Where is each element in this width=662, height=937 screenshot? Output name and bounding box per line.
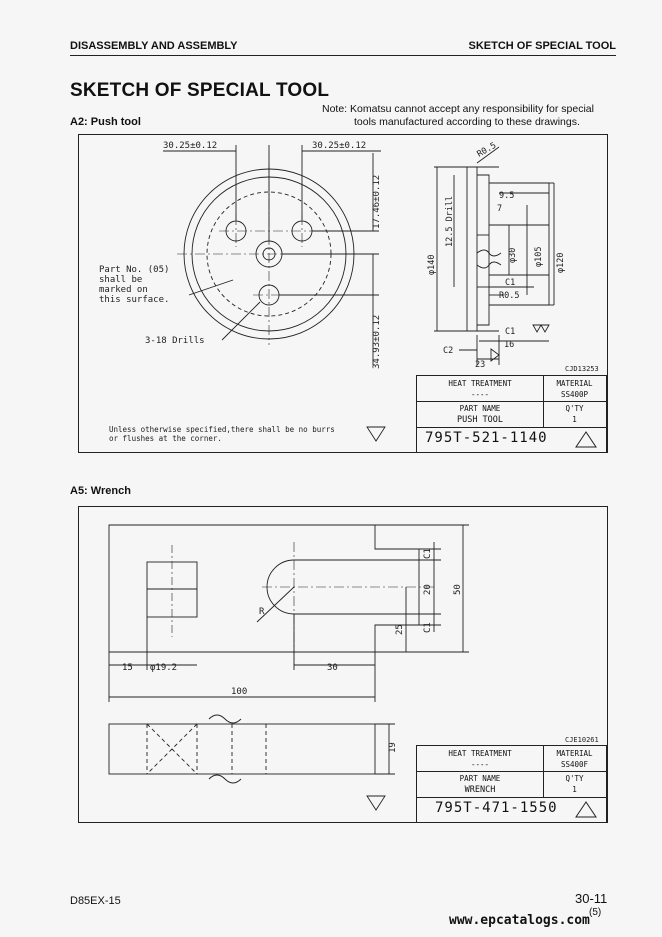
dim-top-left: 30.25±0.12: [163, 141, 218, 151]
wrench-heat-treatment-value: ----: [470, 760, 490, 769]
footer-page-sub: (5): [589, 907, 602, 918]
wrench-dim-19: 19: [388, 742, 398, 753]
header-section-title: DISASSEMBLY AND ASSEMBLY: [70, 40, 238, 52]
drawing-code: CJD13253: [565, 365, 599, 373]
wrench-qty-label: Q'TY: [565, 774, 584, 783]
wrench-dim-c1-bottom: C1: [423, 622, 433, 633]
dim-drill: 12.5 Drill: [445, 195, 455, 247]
page-title: SKETCH OF SPECIAL TOOL: [70, 80, 330, 101]
revision-triangle-icon: [575, 430, 597, 448]
section-label-push-tool: A2: Push tool: [70, 116, 141, 128]
wrench-dim-50: 50: [453, 584, 463, 595]
wrench-drawing-code: CJE10261: [565, 736, 599, 744]
dim-c2: C2: [443, 346, 454, 356]
note-line-2: tools manufactured according to these drawings.: [354, 116, 580, 128]
wrench-dim-25: 25: [395, 624, 405, 635]
general-note-line-2: or flushes at the corner.: [109, 434, 222, 443]
footer-page-number: 30-11: [575, 891, 608, 906]
material-value: SS400P: [560, 390, 589, 399]
note-line-1: Note: Komatsu cannot accept any responsibility for special: [322, 103, 594, 115]
disclaimer-note: [322, 103, 622, 129]
surface-finish-mark: [367, 427, 385, 441]
wrench-title-block: [416, 745, 607, 823]
header-rule: [70, 55, 616, 56]
wrench-drawing-frame: [78, 506, 608, 823]
wrench-part-number: 795T-471-1550: [435, 800, 558, 816]
dim-9-5: 9.5: [499, 191, 515, 201]
part-note-line-4: this surface.: [99, 295, 170, 305]
dim-c1-b: C1: [505, 327, 516, 337]
section-label-wrench: A5: Wrench: [70, 485, 131, 497]
part-name-label: PART NAME: [459, 404, 501, 413]
push-tool-title-block: [416, 375, 607, 453]
general-note-line-1: Unless otherwise specified,there shall be no burrs: [109, 425, 335, 434]
heat-treatment-value: ----: [470, 390, 490, 399]
footer-model: D85EX-15: [70, 895, 121, 907]
dim-d30: φ30: [508, 247, 518, 263]
wrench-qty-value: 1: [572, 785, 577, 794]
dim-23: 23: [475, 360, 486, 370]
wrench-dim-15: 15: [122, 663, 133, 673]
material-label: MATERIAL: [556, 379, 593, 388]
dim-c1-a: C1: [505, 278, 516, 288]
dim-r05-b: R0.5: [499, 291, 520, 301]
dim-7: 7: [497, 204, 503, 214]
wrench-dim-d192: φ19.2: [150, 663, 178, 673]
wrench-dim-100: 100: [231, 687, 248, 697]
wrench-material-value: SS400F: [560, 760, 589, 769]
wrench-part-name-value: WRENCH: [464, 785, 496, 795]
dim-right-upper: 17.46±0.12: [372, 174, 382, 229]
part-number: 795T-521-1140: [425, 430, 548, 446]
dim-d105: φ105: [534, 246, 544, 267]
dim-16: 16: [504, 340, 515, 350]
dim-d140: φ140: [427, 254, 437, 275]
dim-drills: 3-18 Drills: [145, 336, 205, 346]
header-page-topic: SKETCH OF SPECIAL TOOL: [468, 40, 616, 52]
wrench-dim-r: R: [259, 607, 265, 617]
part-note-line-1: Part No. (05): [99, 265, 170, 275]
dim-r05-top: R0.5: [475, 140, 499, 160]
watermark: www.epcatalogs.com: [449, 913, 590, 928]
dim-top-right: 30.25±0.12: [312, 141, 367, 151]
wrench-part-name-label: PART NAME: [459, 774, 501, 783]
dim-right-lower: 34.93±0.12: [372, 314, 382, 369]
qty-label: Q'TY: [565, 404, 584, 413]
heat-treatment-label: HEAT TREATMENT: [448, 379, 512, 388]
qty-value: 1: [572, 415, 577, 424]
wrench-dim-30: 30: [327, 663, 338, 673]
wrench-dim-c1-top: C1: [423, 548, 433, 559]
dim-d120: φ120: [556, 252, 566, 273]
wrench-dim-20: 20: [423, 584, 433, 595]
part-note-line-2: shall be: [99, 275, 143, 285]
part-note-line-3: marked on: [99, 285, 148, 295]
wrench-surface-finish-mark: [367, 796, 385, 810]
wrench-heat-treatment-label: HEAT TREATMENT: [448, 749, 512, 758]
wrench-material-label: MATERIAL: [556, 749, 593, 758]
push-tool-drawing-frame: [78, 134, 608, 453]
part-name-value: PUSH TOOL: [456, 415, 504, 425]
wrench-revision-triangle-icon: [575, 800, 597, 818]
